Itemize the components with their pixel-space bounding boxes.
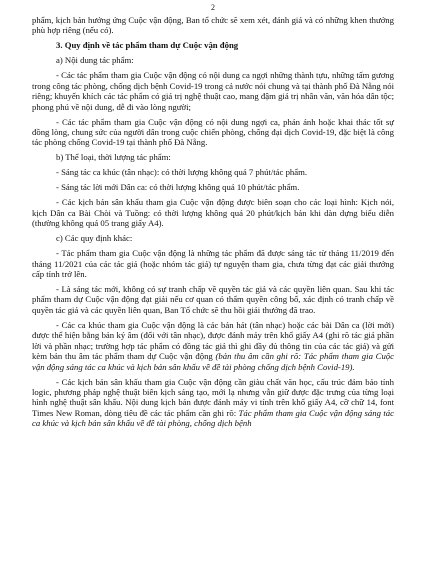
subsection-genre-heading: b) Thể loại, thời lượng tác phẩm: — [56, 152, 171, 163]
paragraph-other-4 — [32, 377, 394, 429]
paragraph-genre-song: - Sáng tác ca khúc (tân nhạc): có thời lượng không quá 7 phút/tác phẩm. — [56, 167, 308, 178]
section-heading: 3. Quy định về tác phẩm tham dự Cuộc vận động — [56, 40, 239, 51]
paragraph-other-3-text: - Các ca khúc tham gia Cuộc vận động là các bản hát (tân nhạc) hoặc các bài Dân ca (lời mới) được thể hiện bằng bản ký âm (đối với tân nhạc), được đánh máy trên khổ giấy A4 (ghi rõ tác giả phần lời và phần nhạc; trường hợp tác phẩm có đồng tác giả thì ghi đầy đủ thông tin của các tác giả) và gửi kèm bản thu âm tác phẩm tham dự Cuộc vận động — [32, 319, 394, 362]
paragraph-other-4-text: - Các kịch bản sân khấu tham gia Cuộc vận động cần giàu chất văn học, cấu trúc đảm bảo tính logic, phương pháp nghệ thuật biên kịch sáng tạo, mới lạ nhưng vẫn giữ được đặc trưng của từng loại hình nghệ thuật sân khấu. Nội dung kịch bản được đánh máy vi tính trên khổ giấy A4, cỡ chữ 14, font Times New Roman, dòng tiêu đề các tác phẩm cần ghi rõ: — [32, 376, 394, 418]
paragraph-other-4-italic: Tác phẩm tham gia Cuộc vận động sáng tác ca khúc và kịch bản sân khấu về đề tài phòng, chống dịch bệnh — [32, 407, 394, 429]
page-number: 2 — [211, 3, 215, 12]
paragraph-other-2: - Là sáng tác mới, không có sự tranh chấp về quyền tác giả và các quyền liên quan. Sau khi tác phẩm tham dự Cuộc vận động đạt giải nếu cơ quan có thẩm quyền công bố, xác định có tranh chấp về quyền tác giả và các quyền liên quan, Ban Tổ chức sẽ thu hồi giải thưởng đã trao. — [32, 284, 394, 315]
paragraph-content-1: - Các tác phẩm tham gia Cuộc vận động có nội dung ca ngợi những thành tựu, những tấm gương trong công tác phòng, chống dịch bệnh Covid-19 trong cả nước nói chung và tại thành phố Đà Nẵng nói riêng; khuyến khích các tác phẩm có giá trị nghệ thuật cao, mang đậm giá trị nhân văn, văn hóa dân tộc; phong phú về nội dung, dễ đi vào lòng người; — [32, 70, 394, 112]
subsection-other-heading: c) Các quy định khác: — [56, 233, 133, 244]
paragraph-other-3 — [32, 320, 394, 372]
paragraph-intro-continued: phẩm, kịch bản hưởng ứng Cuộc vận động, Ban tổ chức sẽ xem xét, đánh giá và có những khen thưởng phù hợp riêng (nếu có). — [32, 15, 394, 36]
paragraph-content-2: - Các tác phẩm tham gia Cuộc vận động có nội dung ngợi ca, phản ánh hoặc khai thác tốt sự đồng lòng, chung sức của người dân trong cuộc chiến phòng, chống đại dịch Covid-19, đặc biệt là công tác phòng chống Covid-19 tại thành phố Đà Nẵng. — [32, 116, 394, 148]
paragraph-other-1: - Tác phẩm tham gia Cuộc vận động là những tác phẩm đã được sáng tác từ tháng 11/2019 đến tháng 11/2021 của các tác giả (hoặc nhóm tác giả) tự nguyện tham gia, chưa từng đạt các giải thưởng cấp tỉnh trở lên. — [32, 248, 394, 280]
paragraph-genre-script: - Các kịch bản sân khấu tham gia Cuộc vận động được biên soạn cho các loại hình: Kịch nói, kịch Dân ca Bài Chòi và Tuồng: có thời lượng không quá 20 phút/kịch bản khi dàn dựng biểu diễn (thường không quá 05 trang giấy A4). — [32, 197, 394, 229]
subsection-content-heading: a) Nội dung tác phẩm: — [56, 55, 134, 66]
paragraph-other-3-italic: (bản thu âm cần ghi rõ: Tác phẩm tham gia Cuộc vận động sáng tác ca khúc và kịch bản sân khấu về đề tài phòng chống dịch bệnh Covid-19). — [32, 351, 394, 372]
paragraph-genre-folk: - Sáng tác lời mới Dân ca: có thời lượng không quá 10 phút/tác phẩm. — [56, 182, 300, 193]
